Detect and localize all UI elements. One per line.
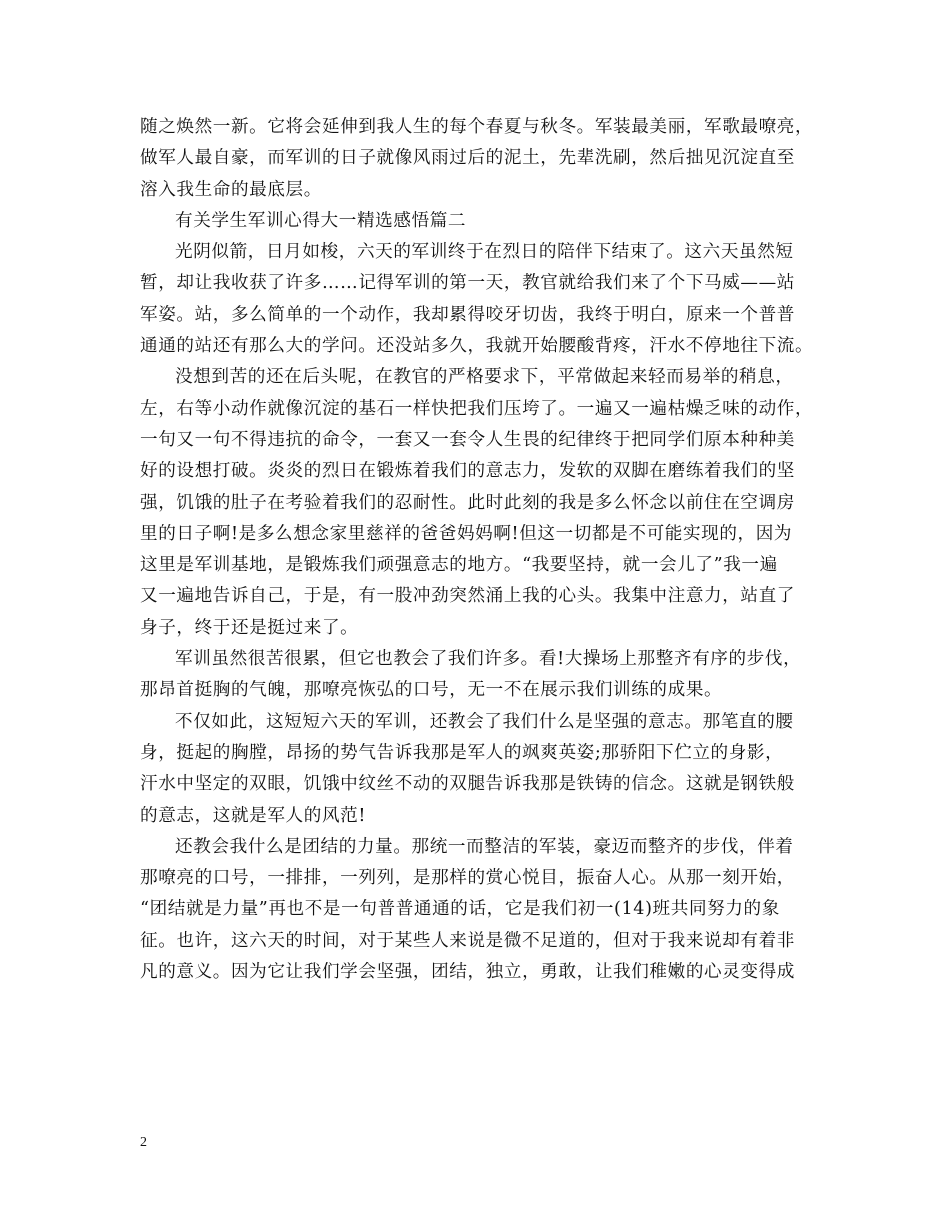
text-line: 又一遍地告诉自己，于是，有一股冲劲突然涌上我的心头。我集中注意力，站直了 [140, 586, 795, 607]
text-line: 汗水中坚定的双眼，饥饿中纹丝不动的双腿告诉我那是铁铸的信念。这就是钢铁般 [140, 774, 795, 795]
text-line: 身子，终于还是挺过来了。 [140, 617, 359, 638]
text-line: 光阴似箭，日月如梭，六天的军训终于在烈日的陪伴下结束了。这六天虽然短 [175, 242, 794, 263]
text-line: 溶入我生命的最底层。 [140, 179, 322, 200]
text-line: 通通的站还有那么大的学问。还没站多久，我就开始腰酸背疼，汗水不停地往下流。 [140, 336, 814, 357]
text-line: 有关学生军训心得大一精选感悟篇二 [175, 210, 467, 231]
text-line: 身，挺起的胸膛，昂扬的势气告诉我那是军人的飒爽英姿;那骄阳下伫立的身影， [140, 742, 784, 763]
text-line: “团结就是力量”再也不是一句普普通通的话，它是我们初一(14)班共同努力的象 [140, 899, 780, 920]
text-line: 左，右等小动作就像沉淀的基石一样快把我们压垮了。一遍又一遍枯燥乏味的动作， [140, 398, 814, 419]
text-line: 那嘹亮的口号，一排排，一列列，是那样的赏心悦目，振奋人心。从那一刻开始， [140, 868, 795, 889]
text-line: 强，饥饿的肚子在考验着我们的忍耐性。此时此刻的我是多么怀念以前住在空调房 [140, 492, 795, 513]
text-line: 随之焕然一新。它将会延伸到我人生的每个春夏与秋冬。军装最美丽，军歌最嘹亮， [140, 117, 814, 137]
text-line: 征。也许，这六天的时间，对于某些人来说是微不足道的，但对于我来说却有着非 [140, 930, 795, 951]
text-line: 一句又一句不得违抗的命令，一套又一套令人生畏的纪律终于把同学们原本种种美 [140, 429, 795, 450]
text-line: 凡的意义。因为它让我们学会坚强，团结，独立，勇敢，让我们稚嫩的心灵变得成 [140, 962, 795, 983]
text-line: 那昂首挺胸的气魄，那嘹亮恢弘的口号，无一不在展示我们训练的成果。 [140, 680, 723, 701]
text-line: 还教会我什么是团结的力量。那统一而整洁的军装，豪迈而整齐的步伐，伴着 [175, 836, 794, 857]
text-line: 好的设想打破。炎炎的烈日在锻炼着我们的意志力，发软的双脚在磨练着我们的坚 [140, 461, 795, 482]
text-line: 里的日子啊!是多么想念家里慈祥的爸爸妈妈啊!但这一切都是不可能实现的，因为 [140, 523, 793, 544]
text-line: 做军人最自豪，而军训的日子就像风雨过后的泥土，先辈洗刷，然后拙见沉淀直至 [140, 148, 795, 169]
text-line: 这里是军训基地，是锻炼我们顽强意志的地方。“我要坚持，就一会儿了”我一遍 [140, 555, 778, 576]
text-line: 不仅如此，这短短六天的军训，还教会了我们什么是坚强的意志。那笔直的腰 [175, 711, 794, 732]
body-text [140, 112, 830, 988]
text-line: 军训虽然很苦很累，但它也教会了我们许多。看!大操场上那整齐有序的步伐， [175, 649, 802, 670]
page-number: 2 [140, 1135, 147, 1150]
text-line: 军姿。站，多么简单的一个动作，我却累得咬牙切齿，我终于明白，原来一个普普 [140, 304, 795, 325]
text-line: 没想到苦的还在后头呢，在教官的严格要求下，平常做起来轻而易举的稍息， [175, 367, 794, 388]
text-line: 暂，却让我收获了许多……记得军训的第一天，教官就给我们来了个下马威——站 [140, 273, 795, 294]
text-line: 的意志，这就是军人的风范! [140, 805, 366, 826]
